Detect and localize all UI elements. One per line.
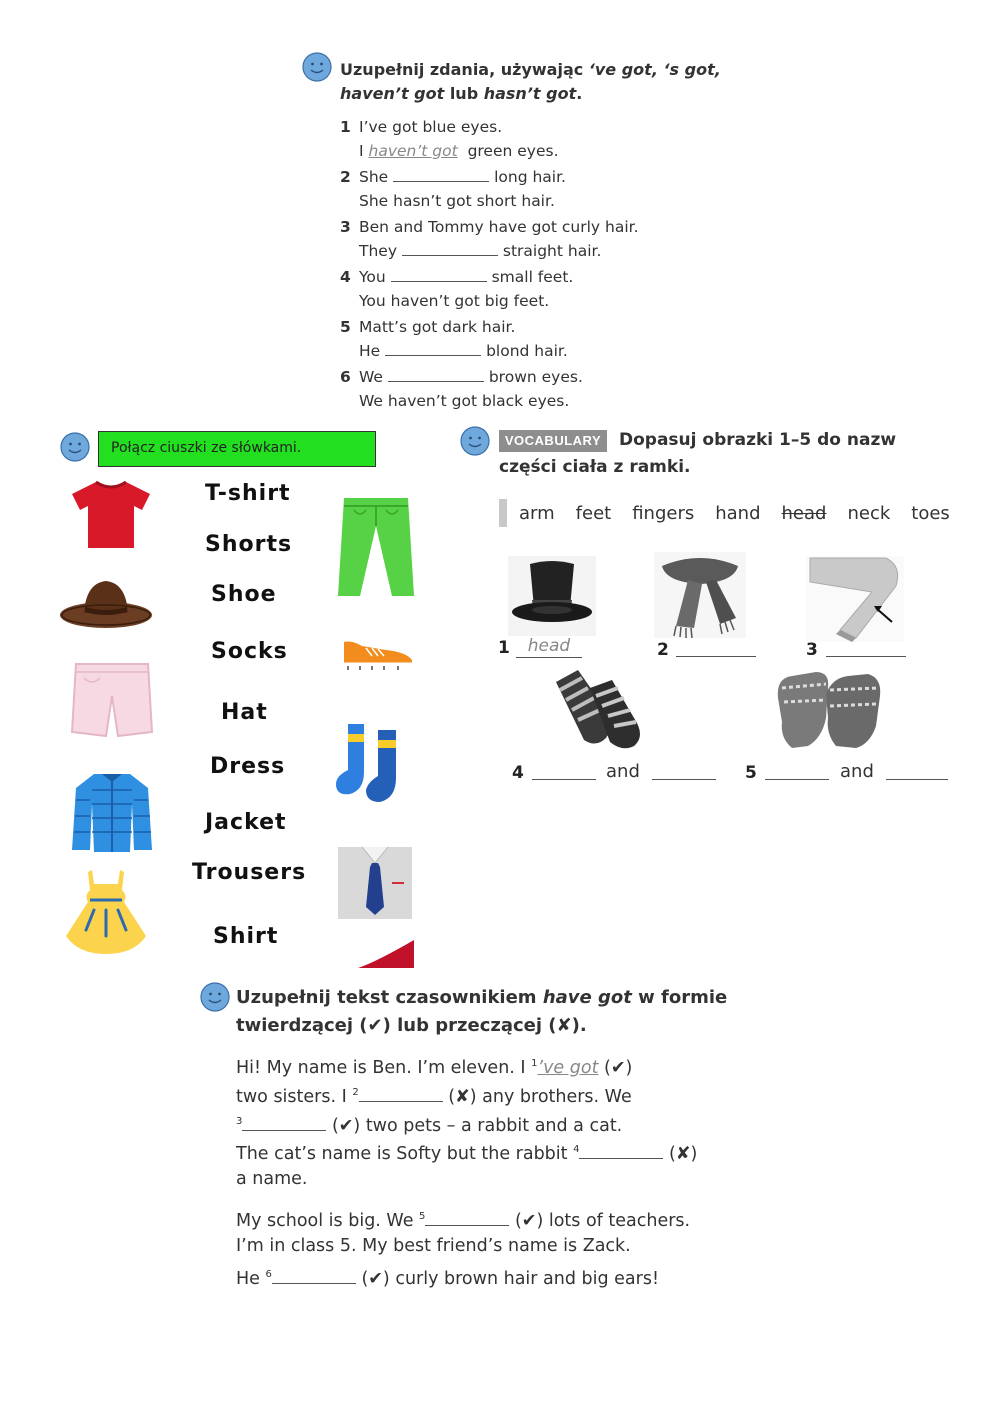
answer-line-1[interactable]: head [516,636,582,658]
top-hat-icon [508,556,596,636]
answer-line-4b[interactable] [652,779,716,780]
example-answer: ’ve got [537,1058,599,1078]
answer-blank[interactable] [425,1210,509,1226]
partial-clothing-icon [356,938,414,968]
answer-blank[interactable] [393,166,489,182]
word-tshirt[interactable]: T-shirt [205,481,291,506]
and-text: and [840,761,874,782]
tshirt-icon[interactable] [70,478,152,550]
smiley-icon [200,982,230,1012]
word-hat[interactable]: Hat [221,700,268,725]
word-trousers[interactable]: Trousers [192,860,307,885]
picture-number: 4 [512,763,524,783]
vocabulary-label: VOCABULARY [499,430,607,452]
answer-blank[interactable] [242,1115,326,1131]
word-dress[interactable]: Dress [210,754,286,779]
answer-line-5a[interactable] [765,779,829,780]
and-text: and [606,761,640,782]
vocab-word: feet [575,502,612,524]
jacket-icon[interactable] [70,770,154,854]
word-shirt[interactable]: Shirt [213,924,279,949]
answer-line-3[interactable] [826,656,906,657]
exercise3-title: Uzupełnij tekst czasownikiem have got w formie twierdzącej (✔) lub przeczącej (✘). [236,987,728,1036]
shirt-icon[interactable] [336,845,414,921]
answer-line-5b[interactable] [886,779,948,780]
answer-blank[interactable] [402,240,498,256]
answer-blank[interactable] [385,340,481,356]
smiley-icon [460,426,490,456]
exercise3-text: Hi! My name is Ben. I’m eleven. I $^1$’ve got (✔) two sisters. I $^2$ (✘) any brothers. We $^3$ (✔) two pets – a rabbit and a cat. The cat’s name is Softy but the rabbit $^4$ (✘) a name. My school is big. We $^5$ (✔) lots of teachers. I’m in class 5. My best friend’s name is Zack. He $^6$ (✔) curly brown hair and big ears! [236,1058,698,1289]
example-answer: haven’t got [368,141,458,160]
answer-blank[interactable] [391,266,487,282]
vocabulary-title-line1: Dopasuj obrazki 1–5 do nazw [619,430,897,450]
picture-number: 3 [806,640,818,660]
socks-icon[interactable] [334,722,404,804]
vocabulary-title-line2: części ciała z ramki. [499,457,691,477]
vocab-word: hand [715,502,761,524]
word-box-bar [499,499,507,527]
answer-blank[interactable] [388,366,484,382]
exercise1-title: Uzupełnij zdania, używając ‘ve got, ‘s got, haven’t got lub hasn’t got. [340,60,721,103]
smiley-icon [60,432,90,462]
vocab-word-struck: head [781,502,827,524]
answer-blank[interactable] [272,1268,356,1284]
hat-icon[interactable] [58,575,154,633]
shoe-icon[interactable] [340,636,414,672]
answer-line-2[interactable] [676,656,756,657]
smiley-icon [302,52,332,82]
sentence: I’ve got blue eyes. [359,118,503,136]
shorts-icon[interactable] [70,660,154,738]
trousers-icon[interactable] [336,496,416,600]
gloves-icon [772,668,884,750]
item-number: 1 [340,118,351,136]
vocab-word: neck [847,502,891,524]
answer-blank[interactable] [359,1086,443,1102]
answer-blank[interactable] [579,1143,663,1159]
picture-number: 2 [657,640,669,660]
dress-icon[interactable] [64,866,148,956]
striped-socks-icon [550,670,648,750]
clothes-instruction: Połącz ciuszki ze słówkami. [98,431,376,467]
word-box [499,498,950,528]
scarf-icon [654,552,746,638]
sleeve-icon [806,556,904,642]
word-jacket[interactable]: Jacket [205,810,287,835]
vocab-word: arm [519,502,555,524]
vocab-word: toes [911,502,950,524]
picture-number: 1 [498,638,510,658]
picture-number: 5 [745,763,757,783]
word-socks[interactable]: Socks [211,639,288,664]
word-shorts[interactable]: Shorts [205,532,293,557]
answer-line-4a[interactable] [532,779,596,780]
vocab-word: fingers [632,502,695,524]
word-shoe[interactable]: Shoe [211,582,277,607]
